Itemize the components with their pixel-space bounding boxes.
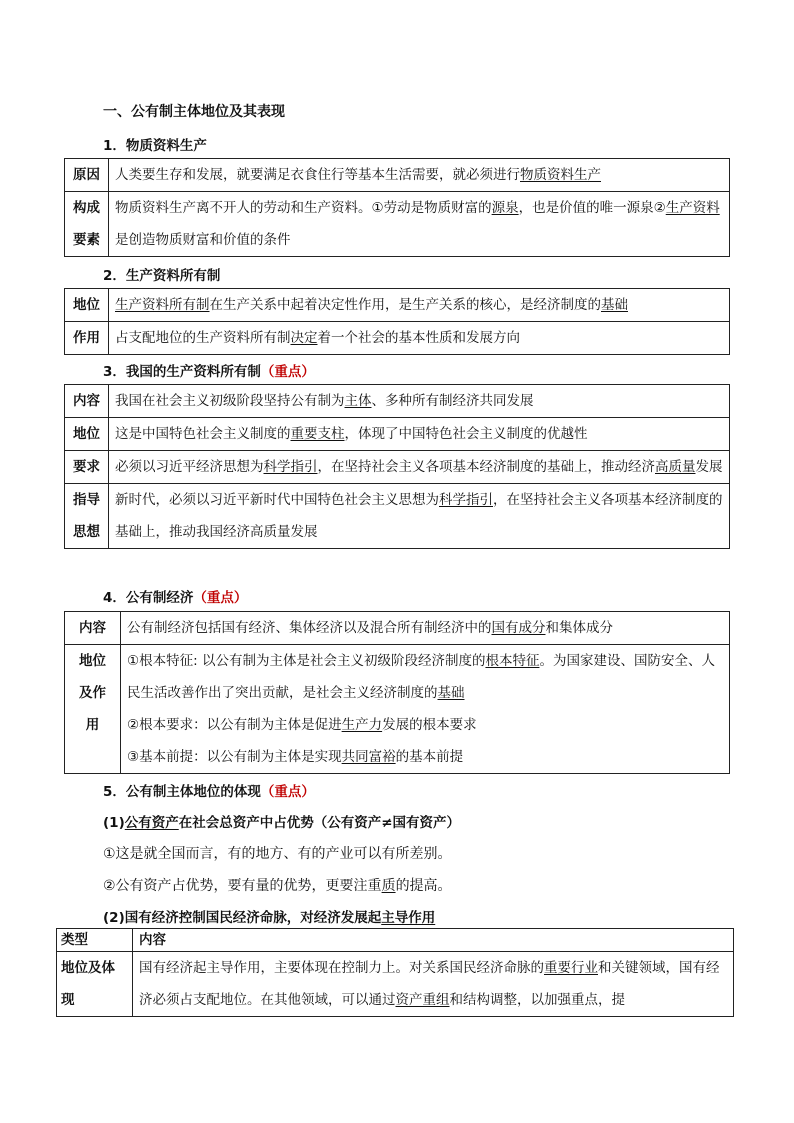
table-row xyxy=(65,192,730,257)
row-content xyxy=(121,645,730,774)
paragraph: ③基本前提：以公有制为主体是实现共同富裕的基本前提 xyxy=(127,749,464,765)
table-row xyxy=(65,322,730,355)
table-header-row xyxy=(57,929,734,952)
row-label: 内容 xyxy=(65,612,121,645)
paragraph: ①根本特征: 以公有制为主体是社会主义初级阶段经济制度的根本特征。为国家建设、国防安全、人民生活改善作出了突出贡献，是社会主义经济制度的基础 xyxy=(127,653,715,701)
table-row xyxy=(65,645,730,774)
row-content: 国有经济起主导作用，主要体现在控制力上。对关系国民经济命脉的重要行业和关键领域，国有经济必须占支配地位。在其他领域，可以通过资产重组和结构调整，以加强重点，提 xyxy=(133,952,734,1017)
table-4 xyxy=(64,611,730,774)
row-label: 指导思想 xyxy=(65,484,109,549)
row-content: 我国在社会主义初级阶段坚持公有制为主体、多种所有制经济共同发展 xyxy=(109,385,730,418)
row-label: 作用 xyxy=(65,322,109,355)
subheading-2: (2)国有经济控制国民经济命脉，对经济发展起主导作用 xyxy=(103,910,436,926)
table-3 xyxy=(64,384,730,549)
paragraph: ②根本要求：以公有制为主体是促进生产力发展的根本要求 xyxy=(127,717,477,733)
subheading-1: (1)公有资产在社会总资产中占优势（公有资产≠国有资产） xyxy=(103,815,461,831)
table-row xyxy=(65,484,730,549)
paragraph: ①这是就全国而言，有的地方、有的产业可以有所差别。 xyxy=(103,846,452,862)
row-label: 地位 xyxy=(65,289,109,322)
row-label: 地位及体现 xyxy=(57,952,133,1017)
row-content: 生产资料所有制在生产关系中起着决定性作用，是生产关系的核心，是经济制度的基础 xyxy=(109,289,730,322)
table-row xyxy=(65,159,730,192)
table-row xyxy=(65,612,730,645)
column-header: 类型 xyxy=(57,929,133,952)
heading-3: 3．我国的生产资料所有制（重点） xyxy=(103,364,315,380)
table-row xyxy=(65,289,730,322)
row-label: 地位 xyxy=(65,418,109,451)
row-content: 占支配地位的生产资料所有制决定着一个社会的基本性质和发展方向 xyxy=(109,322,730,355)
heading-2: 2．生产资料所有制 xyxy=(103,268,221,284)
row-label: 内容 xyxy=(65,385,109,418)
row-label: 要求 xyxy=(65,451,109,484)
row-content: 公有制经济包括国有经济、集体经济以及混合所有制经济中的国有成分和集体成分 xyxy=(121,612,730,645)
table-row xyxy=(65,451,730,484)
row-label: 地位及作用 xyxy=(65,645,121,774)
row-content: 新时代，必须以习近平新时代中国特色社会主义思想为科学指引，在坚持社会主义各项基本经济制度的基础上，推动我国经济高质量发展 xyxy=(109,484,730,549)
table-1 xyxy=(64,158,730,257)
row-label: 原因 xyxy=(65,159,109,192)
row-label: 构成要素 xyxy=(65,192,109,257)
table-2 xyxy=(64,288,730,355)
column-header: 内容 xyxy=(133,929,734,952)
table-row xyxy=(65,418,730,451)
row-content: 人类要生存和发展，就要满足衣食住行等基本生活需要，就必须进行物质资料生产 xyxy=(109,159,730,192)
heading-5: 5．公有制主体地位的体现（重点） xyxy=(103,784,315,800)
table-row xyxy=(57,952,734,1017)
table-row xyxy=(65,385,730,418)
key-tag: （重点） xyxy=(260,364,315,380)
key-tag: （重点） xyxy=(260,784,315,800)
table-5 xyxy=(56,928,734,1017)
row-content: 必须以习近平经济思想为科学指引，在坚持社会主义各项基本经济制度的基础上，推动经济高质量发展 xyxy=(109,451,730,484)
row-content: 这是中国特色社会主义制度的重要支柱，体现了中国特色社会主义制度的优越性 xyxy=(109,418,730,451)
heading-1: 1．物质资料生产 xyxy=(103,138,207,154)
row-content: 物质资料生产离不开人的劳动和生产资料。①劳动是物质财富的源泉，也是价值的唯一源泉②生产资料是创造物质财富和价值的条件 xyxy=(109,192,730,257)
section-title: 一、公有制主体地位及其表现 xyxy=(103,104,285,120)
key-tag: （重点） xyxy=(193,590,248,606)
paragraph: ②公有资产占优势，要有量的优势，更要注重质的提高。 xyxy=(103,878,452,894)
heading-4: 4．公有制经济（重点） xyxy=(103,590,248,606)
